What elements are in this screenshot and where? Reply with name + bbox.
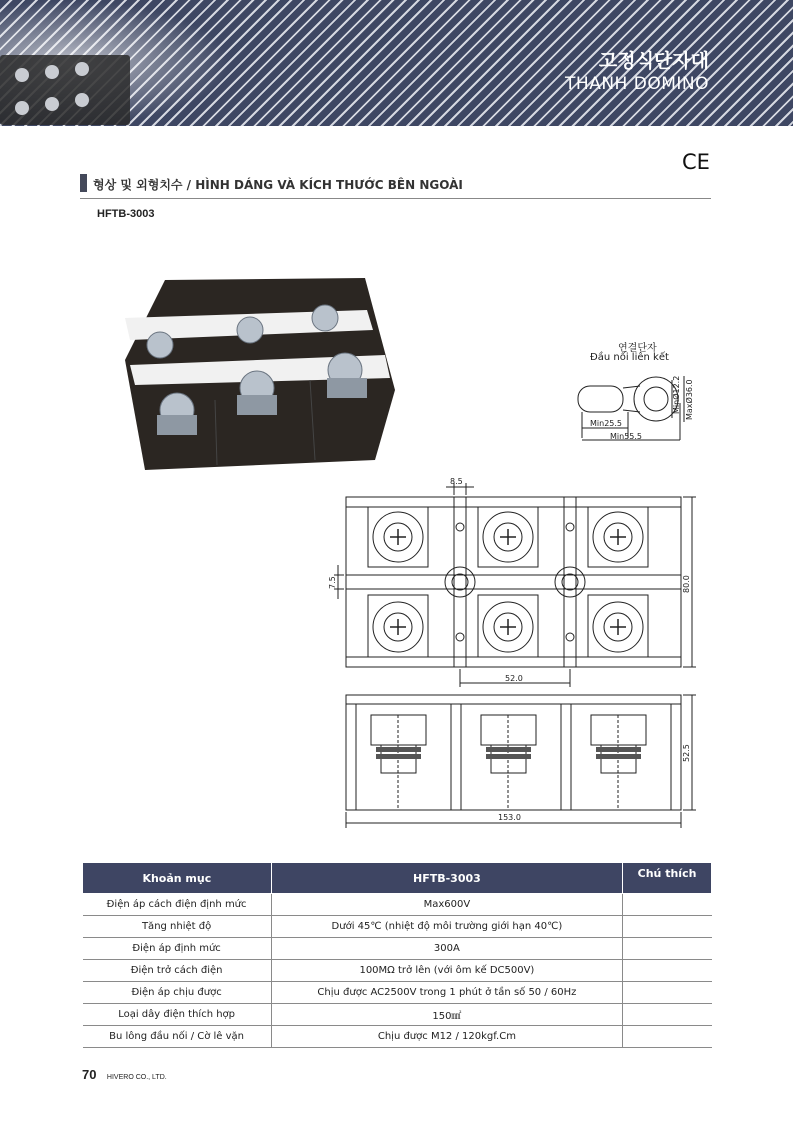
lug-drawing: [570, 368, 700, 448]
row-note: [623, 1004, 712, 1026]
row-note: [623, 960, 712, 982]
row-value: Max600V: [271, 894, 622, 916]
row-value: Chịu được AC2500V trong 1 phút ở tần số 50 / 60Hz: [271, 982, 622, 1004]
section-heading: [80, 174, 711, 199]
row-note: [623, 938, 712, 960]
banner-title-ko: 고정식단자대: [598, 50, 709, 72]
table-row: [83, 938, 712, 960]
row-item: Điện áp chịu được: [83, 982, 272, 1004]
lug-dim-max36: MaxØ36.0: [685, 379, 694, 420]
table-row: [83, 960, 712, 982]
lug-dim-min12: MinØ12.2: [672, 375, 681, 414]
page-number: 70: [82, 1067, 97, 1082]
top-view-drawing: [326, 475, 696, 690]
banner-terminal-block-image: [0, 0, 230, 126]
banner-title-vi: THANH DOMINO: [565, 74, 709, 94]
model-label: HFTB-3003: [97, 208, 155, 220]
dim-height-side: 52.5: [682, 744, 691, 762]
row-value: 300A: [271, 938, 622, 960]
section-title: 형상 및 외형치수 / HÌNH DÁNG VÀ KÍCH THƯỚC BÊN NGOÀI: [93, 178, 463, 192]
dim-pitch-small: 8.5: [450, 477, 463, 486]
row-item: Điện trở cách điện: [83, 960, 272, 982]
row-note: [623, 1026, 712, 1048]
table-row: [83, 982, 712, 1004]
row-note: [623, 916, 712, 938]
banner-title: [565, 46, 709, 94]
lug-label-vi: Đầu nối liên kết: [590, 352, 669, 363]
row-item: Tăng nhiệt độ: [83, 916, 272, 938]
row-value: Dưới 45℃ (nhiệt độ môi trường giới hạn 40℃): [271, 916, 622, 938]
table-row: [83, 1026, 712, 1048]
company-name: HIVERO CO., LTD.: [106, 1074, 167, 1081]
ce-mark: CE: [682, 150, 710, 174]
dim-bar-height: 7.5: [328, 576, 337, 589]
section-bar: [80, 174, 87, 192]
header-banner: [0, 0, 793, 126]
row-value: 100MΩ trở lên (với ôm kế DC500V): [271, 960, 622, 982]
lug-dim-min25: Min25.5: [590, 419, 623, 428]
table-row: [83, 916, 712, 938]
side-view-drawing: [326, 690, 696, 830]
footer: [82, 1066, 167, 1084]
row-note: [623, 982, 712, 1004]
row-item: Bu lông đầu nối / Cờ lê vặn: [83, 1026, 272, 1048]
dim-total-width: 153.0: [498, 813, 521, 822]
header-note: Chú thích: [623, 863, 712, 894]
header-item: Khoản mục: [83, 863, 272, 894]
row-item: Điện áp định mức: [83, 938, 272, 960]
spec-table: [82, 862, 712, 1048]
row-note: [623, 894, 712, 916]
product-photo: [105, 270, 405, 470]
dim-center-spacing: 52.0: [505, 674, 523, 683]
lug-label-ko: 연결단자: [618, 343, 657, 354]
lug-dim-min55: Min55.5: [610, 432, 643, 441]
table-row: [83, 894, 712, 916]
row-item: Loại dây điện thích hợp: [83, 1004, 272, 1026]
dim-height-top: 80.0: [682, 575, 691, 593]
header-model: HFTB-3003: [271, 863, 622, 894]
row-value: 150㎟: [271, 1004, 622, 1026]
table-row: [83, 1004, 712, 1026]
row-item: Điện áp cách điện định mức: [83, 894, 272, 916]
row-value: Chịu được M12 / 120kgf.Cm: [271, 1026, 622, 1048]
